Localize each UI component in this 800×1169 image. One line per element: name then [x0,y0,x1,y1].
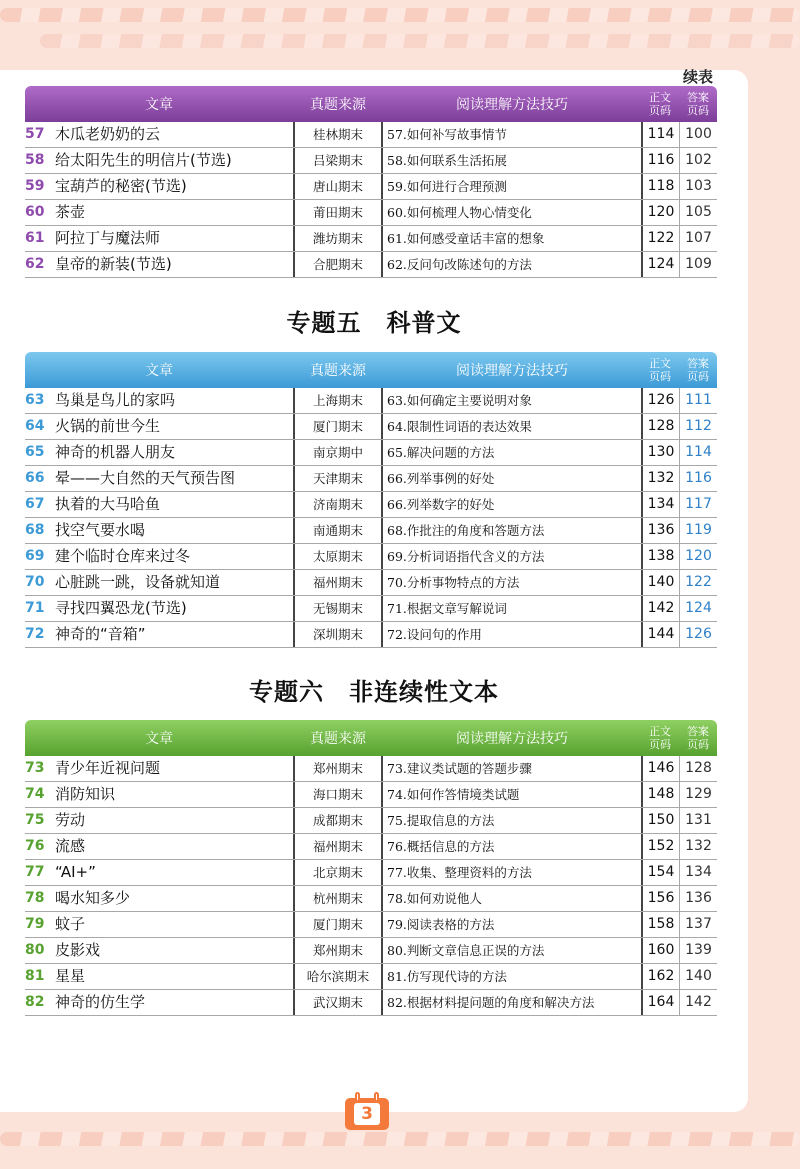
method-cell: 64.限制性词语的表达效果 [387,419,532,434]
method-cell: 82.根据材料提问题的角度和解决方法 [387,995,595,1010]
method-cell: 59.如何进行合理预测 [387,179,507,194]
page-cell[interactable]: 136 [641,518,679,543]
answer-page-cell[interactable]: 119 [679,518,717,543]
answer-page-cell[interactable]: 128 [679,756,717,781]
method-cell: 72.设问句的作用 [387,627,482,642]
source-cell: 郑州期末 [293,756,383,781]
page-cell[interactable]: 146 [641,756,679,781]
page-cell[interactable]: 142 [641,596,679,621]
article-cell [25,756,293,781]
article-title[interactable]: 皮影戏 [55,941,101,959]
header-article: 文章 [145,363,173,379]
article-number: 72 [25,626,45,642]
article-title[interactable]: 晕——大自然的天气预告图 [55,469,236,487]
method-cell: 77.收集、整理资料的方法 [387,865,532,880]
method-cell: 81.仿写现代诗的方法 [387,969,507,984]
header-source: 真题来源 [310,97,366,113]
method-cell: 80.判断文章信息正误的方法 [387,943,545,958]
source-cell: 莆田期末 [293,200,383,225]
page-cell[interactable]: 128 [641,414,679,439]
source-cell: 桂林期末 [293,122,383,147]
article-number: 81 [25,968,45,984]
article-number: 73 [25,760,45,776]
article-title[interactable]: 劳动 [55,811,86,829]
article-title[interactable]: 建个临时仓库来过冬 [55,547,191,565]
page-cell[interactable]: 138 [641,544,679,569]
continued-label: 续表 [683,68,714,86]
header-source: 真题来源 [310,363,366,379]
calendar-ring-right [374,1092,379,1102]
table-row[interactable] [25,148,717,174]
table-row[interactable] [25,808,717,834]
source-cell: 成都期末 [293,808,383,833]
table-row[interactable] [25,518,717,544]
answer-page-cell[interactable]: 103 [679,174,717,199]
table-row[interactable] [25,964,717,990]
answer-page-cell[interactable]: 122 [679,570,717,595]
article-number: 68 [25,522,45,538]
article-number: 70 [25,574,45,590]
page-cell[interactable]: 118 [641,174,679,199]
page-cell[interactable]: 162 [641,964,679,989]
method-cell: 65.解决问题的方法 [387,445,495,460]
article-cell [25,860,293,885]
article-cell [25,148,293,173]
header-page: 正文 页码 [649,725,671,751]
source-cell: 海口期末 [293,782,383,807]
source-cell: 哈尔滨期末 [293,964,383,989]
article-number: 67 [25,496,45,512]
article-cell [25,122,293,147]
article-cell [25,834,293,859]
article-cell [25,808,293,833]
calendar-icon [345,1098,389,1130]
table-header [25,720,717,756]
article-number: 78 [25,890,45,906]
answer-page-cell[interactable]: 107 [679,226,717,251]
source-cell: 潍坊期末 [293,226,383,251]
method-cell: 71.根据文章写解说词 [387,601,507,616]
article-cell [25,570,293,595]
source-cell: 北京期末 [293,860,383,885]
answer-page-cell[interactable]: 139 [679,938,717,963]
answer-page-cell[interactable]: 117 [679,492,717,517]
article-title[interactable]: 喝水知多少 [55,889,131,907]
page-cell[interactable]: 144 [641,622,679,647]
method-cell: 69.分析词语指代含义的方法 [387,549,545,564]
page-cell[interactable]: 124 [641,252,679,277]
header-page: 正文 页码 [649,357,671,383]
answer-page-cell[interactable]: 132 [679,834,717,859]
source-cell: 南京期中 [293,440,383,465]
article-title[interactable]: 皇帝的新装(节选) [55,255,172,273]
table-row[interactable] [25,782,717,808]
article-number: 63 [25,392,45,408]
article-title[interactable]: 找空气要水喝 [55,521,146,539]
article-cell [25,440,293,465]
article-cell [25,388,293,413]
page-cell[interactable]: 160 [641,938,679,963]
table-row[interactable] [25,466,717,492]
answer-page-cell[interactable]: 126 [679,622,717,647]
article-title[interactable]: 消防知识 [55,785,116,803]
method-cell: 57.如何补写故事情节 [387,127,507,142]
article-title[interactable]: 鸟巢是鸟儿的家吗 [55,391,176,409]
source-cell: 唐山期末 [293,174,383,199]
source-cell: 厦门期末 [293,414,383,439]
article-cell [25,964,293,989]
decorative-stripe-top-2 [40,34,800,48]
article-number: 77 [25,864,45,880]
header-article: 文章 [145,97,173,113]
toc-table [25,86,717,278]
table-row[interactable] [25,938,717,964]
article-cell [25,226,293,251]
article-title[interactable]: 执着的大马哈鱼 [55,495,161,513]
answer-page-cell[interactable]: 116 [679,466,717,491]
source-cell: 合肥期末 [293,252,383,277]
table-row[interactable] [25,886,717,912]
source-cell: 武汉期末 [293,990,383,1015]
article-title[interactable]: 木瓜老奶奶的云 [55,125,161,143]
article-title[interactable]: 宝葫芦的秘密(节选) [55,177,187,195]
source-cell: 郑州期末 [293,938,383,963]
source-cell: 济南期末 [293,492,383,517]
article-number: 71 [25,600,45,616]
source-cell: 上海期末 [293,388,383,413]
article-title[interactable]: 火锅的前世今生 [55,417,161,435]
method-cell: 66.列举数字的好处 [387,497,495,512]
method-cell: 74.如何作答情境类试题 [387,787,520,802]
method-cell: 60.如何梳理人物心情变化 [387,205,532,220]
answer-page-cell[interactable]: 136 [679,886,717,911]
article-number: 76 [25,838,45,854]
page-cell[interactable]: 114 [641,122,679,147]
method-cell: 61.如何感受童话丰富的想象 [387,231,545,246]
source-cell: 杭州期末 [293,886,383,911]
article-cell [25,252,293,277]
page-cell[interactable]: 152 [641,834,679,859]
table-row[interactable] [25,226,717,252]
calendar-ring-left [355,1092,360,1102]
page-cell[interactable]: 132 [641,466,679,491]
answer-page-cell[interactable]: 124 [679,596,717,621]
article-number: 60 [25,204,45,220]
page-cell[interactable]: 126 [641,388,679,413]
article-number: 66 [25,470,45,486]
article-title[interactable]: 青少年近视问题 [55,759,161,777]
toc-table [25,720,717,1016]
article-cell [25,596,293,621]
header-answer: 答案 页码 [687,91,709,117]
article-cell [25,466,293,491]
table-row[interactable] [25,622,717,648]
article-cell [25,544,293,569]
answer-page-cell[interactable]: 137 [679,912,717,937]
method-cell: 68.作批注的角度和答题方法 [387,523,545,538]
answer-page-cell[interactable]: 142 [679,990,717,1015]
table-row[interactable] [25,756,717,782]
answer-page-cell[interactable]: 120 [679,544,717,569]
answer-page-cell[interactable]: 102 [679,148,717,173]
table-row[interactable] [25,252,717,278]
table-row[interactable] [25,596,717,622]
article-cell [25,938,293,963]
article-title[interactable]: 流感 [55,837,86,855]
article-number: 62 [25,256,45,272]
article-title[interactable]: 茶壶 [55,203,86,221]
table-header [25,352,717,388]
answer-page-cell[interactable]: 100 [679,122,717,147]
header-method: 阅读理解方法技巧 [456,731,568,747]
header-method: 阅读理解方法技巧 [456,363,568,379]
header-method: 阅读理解方法技巧 [456,97,568,113]
page-cell[interactable]: 134 [641,492,679,517]
table-header [25,86,717,122]
table-row[interactable] [25,492,717,518]
answer-page-cell[interactable]: 114 [679,440,717,465]
source-cell: 福州期末 [293,834,383,859]
article-number: 74 [25,786,45,802]
answer-page-cell[interactable]: 131 [679,808,717,833]
article-title[interactable]: 神奇的“音箱” [55,625,146,643]
article-title[interactable]: 蚊子 [55,915,86,933]
table-row[interactable] [25,544,717,570]
answer-page-cell[interactable]: 111 [679,388,717,413]
article-number: 79 [25,916,45,932]
source-cell: 天津期末 [293,466,383,491]
decorative-stripe-bottom [0,1132,800,1146]
article-title[interactable]: 神奇的机器人朋友 [55,443,176,461]
answer-page-cell[interactable]: 109 [679,252,717,277]
header-answer: 答案 页码 [687,725,709,751]
article-cell [25,990,293,1015]
article-number: 80 [25,942,45,958]
article-title[interactable]: 阿拉丁与魔法师 [55,229,161,247]
page-cell[interactable]: 164 [641,990,679,1015]
table-row[interactable] [25,440,717,466]
page-cell[interactable]: 120 [641,200,679,225]
answer-page-cell[interactable]: 129 [679,782,717,807]
page-cell[interactable]: 116 [641,148,679,173]
method-cell: 78.如何劝说他人 [387,891,482,906]
source-cell: 南通期末 [293,518,383,543]
page-cell[interactable]: 148 [641,782,679,807]
page-cell[interactable]: 130 [641,440,679,465]
source-cell: 福州期末 [293,570,383,595]
table-row[interactable] [25,570,717,596]
table-row[interactable] [25,990,717,1016]
article-number: 65 [25,444,45,460]
page-number-badge [345,1090,389,1130]
article-number: 75 [25,812,45,828]
method-cell: 63.如何确定主要说明对象 [387,393,532,408]
page-cell[interactable]: 140 [641,570,679,595]
table-row[interactable] [25,912,717,938]
article-title[interactable]: 星星 [55,967,86,985]
header-article: 文章 [145,731,173,747]
answer-page-cell[interactable]: 105 [679,200,717,225]
source-cell: 厦门期末 [293,912,383,937]
table-row[interactable] [25,388,717,414]
table-row[interactable] [25,834,717,860]
article-cell [25,414,293,439]
method-cell: 70.分析事物特点的方法 [387,575,520,590]
article-number: 59 [25,178,45,194]
table-row[interactable] [25,200,717,226]
page-number: 3 [354,1103,380,1125]
decorative-stripe-top [0,8,800,22]
page-cell[interactable]: 154 [641,860,679,885]
article-cell [25,174,293,199]
source-cell: 无锡期末 [293,596,383,621]
method-cell: 62.反问句改陈述句的方法 [387,257,532,272]
table-row[interactable] [25,122,717,148]
header-page: 正文 页码 [649,91,671,117]
method-cell: 58.如何联系生活拓展 [387,153,507,168]
method-cell: 79.阅读表格的方法 [387,917,495,932]
article-number: 69 [25,548,45,564]
article-title[interactable]: “AI+” [55,863,96,881]
table-row[interactable] [25,414,717,440]
article-title[interactable]: 神奇的仿生学 [55,993,146,1011]
method-cell: 75.提取信息的方法 [387,813,495,828]
section-title: 专题五 科普文 [286,309,462,337]
method-cell: 73.建议类试题的答题步骤 [387,761,532,776]
article-number: 61 [25,230,45,246]
article-number: 57 [25,126,45,142]
article-title[interactable]: 心脏跳一跳，设备就知道 [55,573,221,591]
source-cell: 深圳期末 [293,622,383,647]
header-answer: 答案 页码 [687,357,709,383]
article-cell [25,518,293,543]
page-cell[interactable]: 122 [641,226,679,251]
article-number: 82 [25,994,45,1010]
table-row[interactable] [25,174,717,200]
method-cell: 66.列举事例的好处 [387,471,495,486]
article-title[interactable]: 寻找四翼恐龙(节选) [55,599,187,617]
article-cell [25,492,293,517]
answer-page-cell[interactable]: 112 [679,414,717,439]
answer-page-cell[interactable]: 140 [679,964,717,989]
source-cell: 太原期末 [293,544,383,569]
article-title[interactable]: 给太阳先生的明信片(节选) [55,151,232,169]
table-row[interactable] [25,860,717,886]
article-number: 64 [25,418,45,434]
answer-page-cell[interactable]: 134 [679,860,717,885]
page-cell[interactable]: 150 [641,808,679,833]
section-title: 专题六 非连续性文本 [249,678,499,706]
page-cell[interactable]: 156 [641,886,679,911]
method-cell: 76.概括信息的方法 [387,839,495,854]
header-source: 真题来源 [310,731,366,747]
article-cell [25,886,293,911]
article-cell [25,912,293,937]
page-cell[interactable]: 158 [641,912,679,937]
article-cell [25,200,293,225]
source-cell: 吕梁期末 [293,148,383,173]
article-cell [25,622,293,647]
article-cell [25,782,293,807]
toc-table [25,352,717,648]
article-number: 58 [25,152,45,168]
